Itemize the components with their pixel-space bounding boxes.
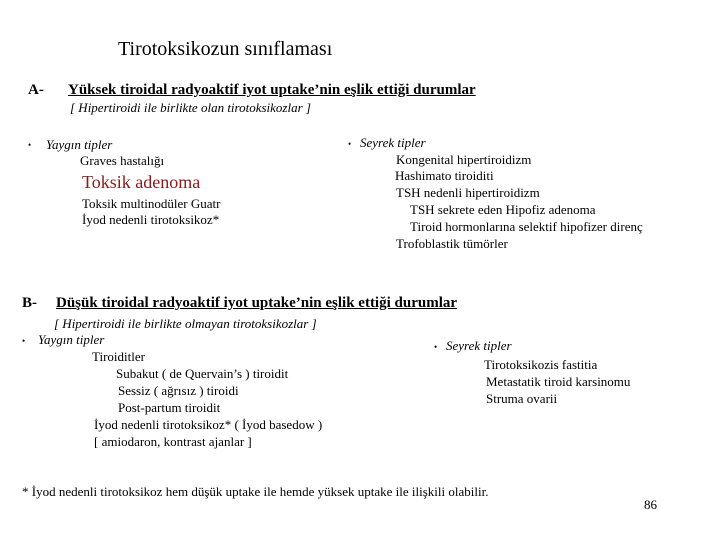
list-item: Subakut ( de Quervain’s ) tiroidit — [116, 366, 289, 381]
list-item: Tirotoksikozis fastitia — [484, 357, 598, 372]
list-item: Struma ovarii — [486, 391, 558, 406]
list-item: Sessiz ( ağrısız ) tiroidi — [118, 383, 239, 398]
list-item: [ amiodaron, kontrast ajanlar ] — [94, 434, 252, 449]
section-b-heading-text: Düşük tiroidal radyoaktif iyot uptake’nin eşlik ettiği durumlar — [56, 295, 458, 311]
page-title: Tirotoksikozun sınıflaması — [118, 38, 333, 60]
list-item: TSH nedenli hipertiroidizm — [396, 185, 540, 200]
bullet-icon: • — [22, 336, 26, 346]
section-b-rare-label: Seyrek tipler — [446, 338, 512, 353]
section-b-common-label: Yaygın tipler — [38, 332, 105, 347]
list-item: TSH sekrete eden Hipofiz adenoma — [410, 202, 596, 217]
bullet-icon: • — [434, 342, 438, 352]
list-item: Hashimato tiroiditi — [395, 168, 494, 183]
section-a-heading — [68, 82, 476, 99]
bullet-icon: • — [348, 139, 352, 149]
section-a-letter: A- — [28, 82, 44, 98]
section-b-heading — [56, 295, 457, 312]
page-number: 86 — [644, 497, 657, 512]
list-item: Toksik multinodüler Guatr — [82, 196, 221, 211]
section-a-heading-text: Yüksek tiroidal radyoaktif iyot uptake’nin eşlik ettiği durumlar — [68, 82, 476, 98]
list-item: Kongenital hipertiroidizm — [396, 152, 532, 167]
list-item: İyod nedenli tirotoksikoz* ( İyod basedow ) — [94, 417, 323, 432]
list-item: İyod nedenli tirotoksikoz* — [82, 212, 220, 227]
section-a-common-label: Yaygın tipler — [46, 137, 113, 152]
list-item: Metastatik tiroid karsinomu — [486, 374, 631, 389]
section-b-subtitle: [ Hipertiroidi ile birlikte olmayan tirotoksikozlar ] — [54, 316, 317, 331]
section-a-subtitle: [ Hipertiroidi ile birlikte olan tirotoksikozlar ] — [70, 100, 311, 115]
list-item: Tiroiditler — [92, 349, 145, 364]
list-item: Trofoblastik tümörler — [396, 236, 508, 251]
list-item: Graves hastalığı — [80, 153, 165, 168]
section-b-letter: B- — [22, 295, 37, 311]
list-item-highlight: Toksik adenoma — [82, 172, 201, 192]
list-item: Tiroid hormonlarına selektif hipofizer direnç — [410, 219, 643, 234]
section-a-rare-label: Seyrek tipler — [360, 135, 426, 150]
bullet-icon: • — [28, 140, 32, 150]
footnote: * İyod nedenli tirotoksikoz hem düşük uptake ile hemde yüksek uptake ile ilişkili olabilir. — [22, 484, 489, 499]
list-item: Post-partum tiroidit — [118, 400, 221, 415]
